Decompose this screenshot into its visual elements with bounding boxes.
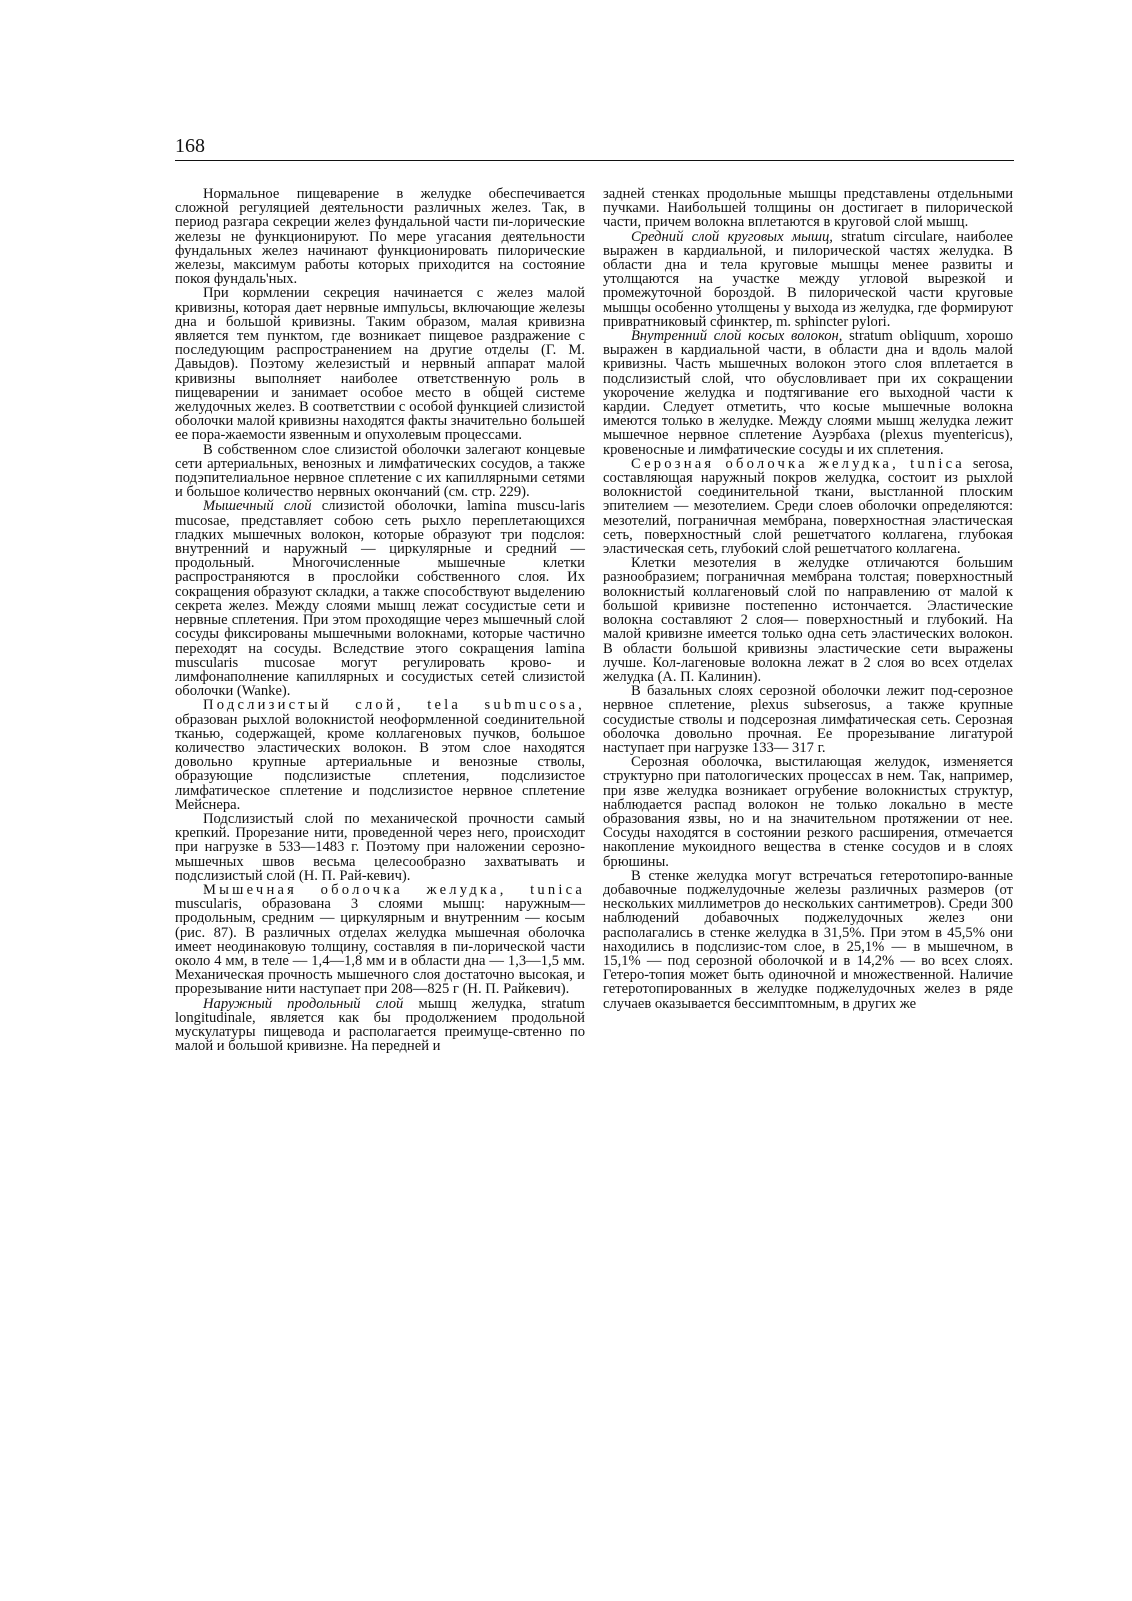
paragraph [603, 457, 1013, 556]
paragraph-text: слизистой оболочки, lamina muscu-laris mucosae, представляет собою сеть рыхло переплетающихся гладких мышечных волокон, которые образуют три подслоя: внутренний и наружный — циркулярные и средний — продольный. Многочисленные мышечные клетки распространяются в прослойки собственного слоя. Их сокращения образуют складки, а также способствуют выделению секрета желез. Между слоями мышц лежат сосудистые сети и нервные сплетения. При этом проходящие через мышечный слой сосуды фиксированы мышечными волокнами, которые частично переходят на сосуды. Вследствие этого сокращения lamina muscularis mucosae могут регулировать крово- и лимфонаполнение капиллярных и сосудистых сетей слизистой оболочки (Wanke). [175, 498, 585, 700]
paragraph-lead: Средний слой круговых мышц, [631, 228, 833, 245]
paragraph [603, 869, 1013, 1011]
paragraph-lead: Подслизистый слой, tela submucosa, [203, 697, 585, 714]
paragraph-text: stratum obliquum, хорошо выражен в кардиальной части, в области дна и вдоль малой кривизны. Часть мышечных волокон этого слоя вплетается в подслизистый слой, что обусловливает при их сокращении укорочение желудка и подтягивание его выходной части к кардии. Следует отметить, что косые мышечные волокна имеются только в желудке. Между слоями мышц желудка лежит мышечное нервное сплетение Ауэрбаха (plexus myentericus), кровеносные и лимфатические сосуды и их сплетения. [603, 328, 1013, 458]
paragraph [175, 443, 585, 500]
page-number: 168 [175, 135, 205, 157]
paragraph [175, 997, 585, 1054]
left-column [175, 187, 585, 1053]
paragraph [603, 684, 1013, 755]
paragraph [175, 187, 585, 286]
paragraph-text: Нормальное пищеварение в желудке обеспечивается сложной регуляцией деятельности различных желез. Так, в период разгара секреции желез фундальной части пи-лорические железы не функционируют. По мере угасания деятельности фундальных желез начинают функционировать пилорические железы, максимум работы которых приходится на состояние покоя фундаль'ных. [175, 186, 585, 288]
paragraph [175, 812, 585, 883]
paragraph [603, 329, 1013, 457]
paragraph-lead: Внутренний слой косых волокон, [631, 328, 843, 345]
paragraph-text: muscularis, образована 3 слоями мышц: наружным— продольным, средним — циркулярным и внутренним — косым (рис. 87). В различных отделах желудка мышечная оболочка имеет неодинаковую толщину, составляя в пи-лорической части около 4 мм, в теле — 1,4—1,8 мм и в области дна — 1,3—1,5 мм. Механическая прочность мышечного слоя достаточно высокая, и прорезывание нити наступает при 208—825 г (Н. П. Райкевич). [175, 896, 585, 998]
paragraph-lead: Мышечный слой [203, 498, 312, 515]
paragraph [175, 286, 585, 442]
paragraph [175, 499, 585, 698]
paragraph-lead: Наружный продольный слой [203, 995, 404, 1012]
paragraph-text: В базальных слоях серозной оболочки лежит под-серозное нервное сплетение, plexus subserosus, а также крупные сосудистые стволы и подсерозная лимфатическая сеть. Серозная оболочка довольно прочная. Ее прорезывание лигатурой наступает при нагрузке 133— 317 г. [603, 683, 1013, 756]
paragraph-text: При кормлении секреция начинается с желез малой кривизны, которая дает нервные импульсы, включающие железы дна и большой кривизны. Таким образом, малая кривизна является тем пунктом, где возникает пищевое раздражение с последующим распространением на другие отделы (Г. М. Давыдов). Поэтому железистый и нервный аппарат малой кривизны выполняет наиболее ответственную роль в пищеварении и занимает особое место в общей системе желудочных желез. В соответствии с особой функцией слизистой оболочки малой кривизны находятся факты значительно большей ее пора-жаемости язвенным и опухолевым процессами. [175, 285, 585, 444]
paragraph-text: образован рыхлой волокнистой неоформленной соединительной тканью, содержащей, кроме коллагеновых пучков, большое количество эластических волокон. В этом слое находятся довольно крупные артериальные и венозные стволы, образующие подслизистые сплетения, подслизистое лимфатическое сплетение и подслизистое нервное сплетение Мейснера. [175, 711, 585, 813]
paragraph-lead: Мышечная оболочка желудка, tunica [203, 881, 585, 898]
paragraph-text: мышц желудка, stratum longitudinale, является как бы продолжением продольной мускулатуры пищевода и располагается преимуще-свтенно по малой и большой кривизне. На передней и [175, 995, 585, 1055]
paragraph [603, 556, 1013, 684]
paragraph-text: stratum circulare, наиболее выражен в кардиальной, и пилорической частях желудка. В области дна и тела круговые мышцы менее развиты и утолщаются на участке между угловой вырезкой и промежуточной бороздой. В пилорической части круговые мышцы особенно утолщены у выхода из желудка, где формируют привратниковый сфинктер, m. sphincter pylori. [603, 228, 1013, 330]
paragraph [603, 755, 1013, 869]
paragraph [603, 187, 1013, 230]
paragraph-text: Серозная оболочка, выстилающая желудок, изменяется структурно при патологических процессах в нем. Так, например, при язве желудка возникает огрубение волокнистых структур, наблюдается распад волокон не только локально в месте образования язвы, но и на значительном протяжении от нее. Сосуды находятся в состоянии резкого расширения, отмечается накопление мукоидного вещества в стенке сосудов и в слоях брюшины. [603, 754, 1013, 870]
paragraph-text: serosa, составляющая наружный покров желудка, состоит из рыхлой волокнистой соединительной ткани, выстланной плоским эпителием — мезотелием. Среди слоев оболочки определяются: мезотелий, пограничная мембрана, поверхностная эластическая сеть, поверхностный слой решетчатого коллагена, глубокая эластическая сеть, глубокий слой решетчатого коллагена. [603, 455, 1013, 558]
paragraph-text: В собственном слое слизистой оболочки залегают концевые сети артериальных, венозных и лимфатических сосудов, а также подэпителиальное нервное сплетение с их капиллярными сетями и большое количество нервных окончаний (см. стр. 229). [175, 441, 585, 501]
paragraph-text: В стенке желудка могут встречаться гетеротопиро-ванные добавочные поджелудочные железы различных размеров (от нескольких миллиметров до нескольких сантиметров). Среди 300 наблюдений добавочных поджелудочных желез они располагались в стенке желудка в 31,5%. При этом в 45,5% они находились в подслизис-том слое, в 25,1% — в мышечном, в 15,1% — под серозной оболочкой и в 14,2% — во всех слоях. Гетеро-топия может быть одиночной и множественной. Наличие гетеротопированных в желудке поджелудочных желез в ряде случаев оказывается бессимптомным, в других же [603, 867, 1013, 1012]
right-column [603, 187, 1013, 1011]
paragraph [175, 698, 585, 812]
paragraph-text: задней стенках продольные мышцы представлены отдельными пучками. Наибольшей толщины он достигает в пилорической части, причем волокна вплетаются в круговой слой мышц. [603, 186, 1013, 231]
paragraph-text: Клетки мезотелия в желудке отличаются большим разнообразием; пограничная мембрана толстая; поверхностный волокнистый коллагеновый слой по направлению от малой к большой кривизне постепенно истончается. Эластические волокна составляют 2 слоя— поверхностный и глубокий. На малой кривизне имеется только одна сеть эластических волокон. В области большой кривизны эластические сети выражены лучше. Кол-лагеновые волокна лежат в 2 слоя во всех отделах желудка (А. П. Калинин). [603, 555, 1013, 685]
paragraph [175, 883, 585, 997]
paragraph-lead: Серозная оболочка желудка, tunica [631, 455, 965, 472]
paragraph-text: Подслизистый слой по механической прочности самый крепкий. Прорезание нити, проведенной через него, происходит при нагрузке в 533—1483 г. Поэтому при наложении серозно-мышечных швов весьма целесообразно захватывать и подслизистый слой (Н. П. Рай-кевич). [175, 810, 585, 884]
page-header [175, 136, 1014, 161]
paragraph [603, 230, 1013, 329]
